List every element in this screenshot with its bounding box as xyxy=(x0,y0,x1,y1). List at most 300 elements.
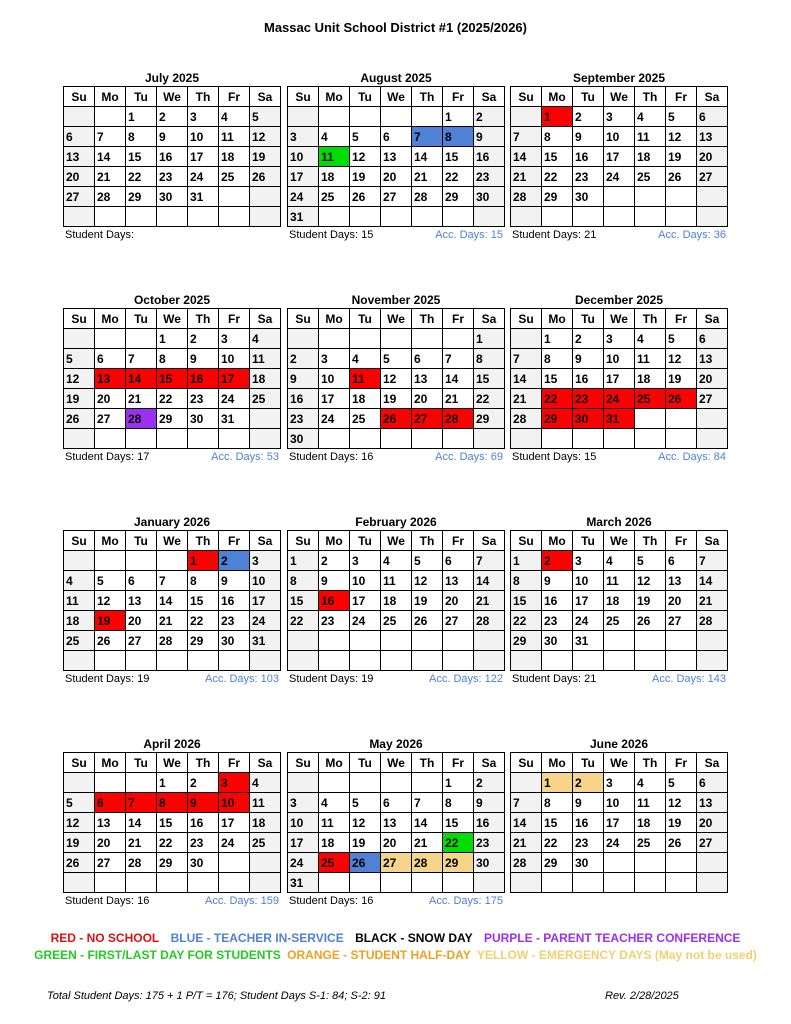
day-cell: 28 xyxy=(511,409,542,429)
day-cell: 16 xyxy=(319,591,350,611)
student-days: Student Days: 19 xyxy=(65,673,150,685)
day-cell: 10 xyxy=(604,349,635,369)
day-cell: 22 xyxy=(542,833,573,853)
day-cell: 6 xyxy=(697,107,728,127)
day-cell: 10 xyxy=(604,793,635,813)
month-calendar xyxy=(63,70,281,245)
day-cell xyxy=(250,187,281,207)
student-days: Student Days: 19 xyxy=(289,673,374,685)
day-cell: 6 xyxy=(697,329,728,349)
day-cell: 8 xyxy=(443,793,474,813)
day-cell: 13 xyxy=(126,591,157,611)
day-cell: 13 xyxy=(697,349,728,369)
week-row xyxy=(288,591,505,611)
day-cell: 4 xyxy=(350,349,381,369)
day-cell: 1 xyxy=(443,107,474,127)
day-cell: 9 xyxy=(573,127,604,147)
month-title: June 2026 xyxy=(589,737,649,751)
week-row xyxy=(288,329,505,349)
day-cell: 27 xyxy=(666,611,697,631)
day-cell: 30 xyxy=(288,429,319,449)
month-table xyxy=(510,752,728,893)
day-cell xyxy=(474,873,505,893)
day-cell: 14 xyxy=(157,591,188,611)
day-cell: 16 xyxy=(573,813,604,833)
day-cell xyxy=(697,207,728,227)
day-cell: 25 xyxy=(635,833,666,853)
day-cell: 20 xyxy=(697,813,728,833)
day-cell: 8 xyxy=(542,793,573,813)
month-stats xyxy=(510,895,728,911)
day-cell xyxy=(666,853,697,873)
day-cell: 4 xyxy=(635,107,666,127)
student-days: Student Days: 17 xyxy=(65,451,150,463)
day-cell: 9 xyxy=(188,793,219,813)
day-cell: 14 xyxy=(443,369,474,389)
day-cell xyxy=(157,651,188,671)
day-cell xyxy=(697,873,728,893)
day-cell: 2 xyxy=(288,349,319,369)
day-cell xyxy=(604,207,635,227)
day-cell: 29 xyxy=(542,853,573,873)
day-cell: 28 xyxy=(511,853,542,873)
day-cell: 9 xyxy=(288,369,319,389)
day-cell: 24 xyxy=(288,187,319,207)
day-cell: 26 xyxy=(95,631,126,651)
month-table xyxy=(510,308,728,449)
month-title: November 2025 xyxy=(351,293,441,307)
weekday-header: Th xyxy=(635,309,666,329)
weekday-header: Th xyxy=(635,753,666,773)
accumulated-days: Acc. Days: 143 xyxy=(652,673,726,685)
day-cell: 16 xyxy=(573,369,604,389)
day-cell xyxy=(219,207,250,227)
day-cell xyxy=(350,329,381,349)
weekday-header: Mo xyxy=(542,87,573,107)
day-cell xyxy=(635,651,666,671)
day-cell: 20 xyxy=(95,833,126,853)
day-cell: 11 xyxy=(381,571,412,591)
day-cell xyxy=(474,429,505,449)
week-row xyxy=(511,187,728,207)
month-stats xyxy=(287,451,505,467)
day-cell xyxy=(381,207,412,227)
day-cell xyxy=(219,429,250,449)
day-cell: 21 xyxy=(126,389,157,409)
week-row xyxy=(288,187,505,207)
week-row xyxy=(511,631,728,651)
day-cell: 24 xyxy=(604,833,635,853)
day-cell: 25 xyxy=(250,389,281,409)
month-stats xyxy=(510,229,728,245)
day-cell: 31 xyxy=(604,409,635,429)
day-cell: 29 xyxy=(157,853,188,873)
day-cell: 5 xyxy=(666,107,697,127)
week-row xyxy=(288,167,505,187)
day-cell xyxy=(666,187,697,207)
day-cell: 10 xyxy=(350,571,381,591)
weekday-header: Th xyxy=(188,87,219,107)
week-row xyxy=(511,409,728,429)
day-cell: 18 xyxy=(604,591,635,611)
day-cell: 15 xyxy=(126,147,157,167)
week-row xyxy=(288,147,505,167)
day-cell: 1 xyxy=(542,107,573,127)
day-cell: 19 xyxy=(95,611,126,631)
day-cell: 21 xyxy=(126,833,157,853)
day-cell: 4 xyxy=(635,773,666,793)
day-cell: 1 xyxy=(157,329,188,349)
day-cell xyxy=(443,631,474,651)
day-cell xyxy=(573,207,604,227)
day-cell: 6 xyxy=(412,349,443,369)
day-cell xyxy=(697,409,728,429)
day-cell xyxy=(350,207,381,227)
day-cell: 17 xyxy=(350,591,381,611)
day-cell xyxy=(126,551,157,571)
day-cell xyxy=(412,329,443,349)
day-cell xyxy=(443,207,474,227)
day-cell xyxy=(219,853,250,873)
day-cell: 29 xyxy=(443,853,474,873)
day-cell xyxy=(288,773,319,793)
week-row xyxy=(511,551,728,571)
day-cell: 29 xyxy=(542,187,573,207)
weekday-header: Su xyxy=(288,753,319,773)
week-row xyxy=(64,611,281,631)
weekday-header: Tu xyxy=(573,309,604,329)
day-cell: 5 xyxy=(95,571,126,591)
day-cell: 14 xyxy=(95,147,126,167)
day-cell: 5 xyxy=(635,551,666,571)
weekday-header: Fr xyxy=(443,531,474,551)
day-cell: 11 xyxy=(219,127,250,147)
day-cell: 25 xyxy=(635,167,666,187)
month-title: March 2026 xyxy=(586,515,652,529)
week-row xyxy=(288,409,505,429)
day-cell: 4 xyxy=(64,571,95,591)
weekday-header: Su xyxy=(64,531,95,551)
day-cell: 5 xyxy=(64,793,95,813)
day-cell: 18 xyxy=(350,389,381,409)
month-title: April 2026 xyxy=(143,737,201,751)
day-cell: 23 xyxy=(474,833,505,853)
day-cell: 7 xyxy=(511,127,542,147)
day-cell: 4 xyxy=(319,793,350,813)
day-cell xyxy=(219,187,250,207)
day-cell xyxy=(697,651,728,671)
weekday-header: Su xyxy=(288,309,319,329)
day-cell: 3 xyxy=(250,551,281,571)
weekday-header: Fr xyxy=(443,87,474,107)
day-cell: 12 xyxy=(412,571,443,591)
weekday-header: Sa xyxy=(250,531,281,551)
day-cell: 17 xyxy=(573,591,604,611)
day-cell: 27 xyxy=(381,853,412,873)
day-cell: 9 xyxy=(573,349,604,369)
day-cell: 12 xyxy=(350,147,381,167)
day-cell: 14 xyxy=(511,369,542,389)
day-cell: 28 xyxy=(126,409,157,429)
day-cell xyxy=(250,873,281,893)
day-cell: 26 xyxy=(64,853,95,873)
day-cell: 20 xyxy=(666,591,697,611)
day-cell: 24 xyxy=(604,389,635,409)
day-cell xyxy=(288,631,319,651)
day-cell: 4 xyxy=(635,329,666,349)
day-cell: 29 xyxy=(474,409,505,429)
day-cell: 8 xyxy=(542,349,573,369)
day-cell xyxy=(635,409,666,429)
week-row xyxy=(288,611,505,631)
day-cell: 8 xyxy=(157,793,188,813)
day-cell: 11 xyxy=(635,793,666,813)
week-row xyxy=(64,409,281,429)
weekday-header: Th xyxy=(188,309,219,329)
day-cell: 30 xyxy=(474,853,505,873)
day-cell: 10 xyxy=(573,571,604,591)
weekday-header: Mo xyxy=(95,309,126,329)
month-calendar xyxy=(510,292,728,467)
day-cell: 3 xyxy=(319,349,350,369)
student-days: Student Days: 21 xyxy=(512,229,597,241)
day-cell: 26 xyxy=(250,167,281,187)
day-cell xyxy=(350,107,381,127)
day-cell xyxy=(288,651,319,671)
day-cell: 26 xyxy=(635,611,666,631)
day-cell xyxy=(573,873,604,893)
day-cell xyxy=(95,773,126,793)
day-cell: 18 xyxy=(250,813,281,833)
day-cell: 24 xyxy=(573,611,604,631)
day-cell: 31 xyxy=(288,873,319,893)
month-table xyxy=(63,308,281,449)
day-cell: 1 xyxy=(542,773,573,793)
day-cell: 6 xyxy=(64,127,95,147)
day-cell: 20 xyxy=(381,833,412,853)
week-row xyxy=(511,873,728,893)
weekday-header: Mo xyxy=(319,531,350,551)
week-row xyxy=(511,813,728,833)
day-cell xyxy=(350,651,381,671)
day-cell: 18 xyxy=(250,369,281,389)
day-cell: 22 xyxy=(542,389,573,409)
day-cell: 13 xyxy=(412,369,443,389)
week-row xyxy=(511,591,728,611)
weekday-header: Sa xyxy=(697,309,728,329)
day-cell: 26 xyxy=(381,409,412,429)
day-cell xyxy=(126,207,157,227)
day-cell: 15 xyxy=(188,591,219,611)
week-row xyxy=(511,571,728,591)
legend-red: RED - NO SCHOOL xyxy=(50,931,160,945)
day-cell: 21 xyxy=(697,591,728,611)
legend-blue: BLUE - TEACHER IN-SERVICE xyxy=(170,931,344,945)
day-cell: 6 xyxy=(666,551,697,571)
day-cell: 10 xyxy=(288,147,319,167)
month-title: October 2025 xyxy=(133,293,211,307)
day-cell xyxy=(542,873,573,893)
day-cell: 28 xyxy=(474,611,505,631)
day-cell xyxy=(319,873,350,893)
day-cell: 7 xyxy=(511,793,542,813)
week-row xyxy=(64,551,281,571)
weekday-header: Th xyxy=(412,531,443,551)
day-cell xyxy=(635,853,666,873)
day-cell: 4 xyxy=(381,551,412,571)
day-cell xyxy=(126,651,157,671)
month-stats xyxy=(63,895,281,911)
month-calendar xyxy=(63,514,281,689)
day-cell: 9 xyxy=(542,571,573,591)
day-cell: 19 xyxy=(350,167,381,187)
day-cell: 8 xyxy=(443,127,474,147)
weekday-header: Th xyxy=(635,87,666,107)
day-cell xyxy=(604,873,635,893)
day-cell xyxy=(157,429,188,449)
day-cell xyxy=(381,329,412,349)
footer-totals: Total Student Days: 175 + 1 P/T = 176; Student Days S-1: 84; S-2: 91 xyxy=(47,990,386,1002)
weekday-header: Sa xyxy=(250,87,281,107)
legend-yellow: YELLOW - EMERGENCY DAYS (May not be used) xyxy=(476,948,757,962)
day-cell: 15 xyxy=(542,147,573,167)
day-cell: 25 xyxy=(64,631,95,651)
month-table xyxy=(63,530,281,671)
day-cell xyxy=(511,773,542,793)
day-cell: 30 xyxy=(573,187,604,207)
day-cell xyxy=(604,187,635,207)
legend-black: BLACK - SNOW DAY xyxy=(355,931,473,945)
day-cell: 24 xyxy=(250,611,281,631)
week-row xyxy=(511,127,728,147)
day-cell: 12 xyxy=(635,571,666,591)
day-cell xyxy=(412,631,443,651)
day-cell: 13 xyxy=(381,813,412,833)
day-cell: 12 xyxy=(350,813,381,833)
day-cell: 21 xyxy=(511,389,542,409)
week-row xyxy=(511,793,728,813)
week-row xyxy=(64,853,281,873)
day-cell: 15 xyxy=(511,591,542,611)
week-row xyxy=(64,187,281,207)
day-cell: 29 xyxy=(157,409,188,429)
day-cell: 16 xyxy=(474,147,505,167)
weekday-header: Su xyxy=(511,753,542,773)
day-cell xyxy=(443,329,474,349)
day-cell: 4 xyxy=(250,329,281,349)
day-cell: 14 xyxy=(511,813,542,833)
day-cell: 23 xyxy=(157,167,188,187)
day-cell: 11 xyxy=(319,147,350,167)
day-cell: 7 xyxy=(697,551,728,571)
day-cell: 7 xyxy=(412,127,443,147)
day-cell: 9 xyxy=(188,349,219,369)
day-cell: 23 xyxy=(542,611,573,631)
month-table xyxy=(63,752,281,893)
day-cell: 19 xyxy=(350,833,381,853)
weekday-header: Su xyxy=(64,309,95,329)
week-row xyxy=(288,127,505,147)
weekday-header: We xyxy=(604,753,635,773)
week-row xyxy=(288,833,505,853)
day-cell xyxy=(697,853,728,873)
day-cell: 24 xyxy=(219,389,250,409)
day-cell xyxy=(126,873,157,893)
day-cell xyxy=(412,651,443,671)
day-cell xyxy=(511,873,542,893)
day-cell: 20 xyxy=(95,389,126,409)
day-cell: 2 xyxy=(573,773,604,793)
day-cell: 7 xyxy=(157,571,188,591)
weekday-header: Fr xyxy=(219,531,250,551)
day-cell xyxy=(319,107,350,127)
day-cell: 30 xyxy=(542,631,573,651)
weekday-header: Su xyxy=(511,87,542,107)
day-cell xyxy=(95,329,126,349)
day-cell: 1 xyxy=(511,551,542,571)
day-cell: 11 xyxy=(250,793,281,813)
day-cell xyxy=(288,107,319,127)
day-cell xyxy=(666,631,697,651)
day-cell xyxy=(64,551,95,571)
day-cell xyxy=(542,651,573,671)
weekday-header: Mo xyxy=(319,753,350,773)
month-calendar xyxy=(510,514,728,689)
day-cell: 11 xyxy=(635,349,666,369)
day-cell xyxy=(126,773,157,793)
day-cell: 23 xyxy=(474,167,505,187)
day-cell: 8 xyxy=(188,571,219,591)
day-cell: 23 xyxy=(573,167,604,187)
week-row xyxy=(64,207,281,227)
week-row xyxy=(288,571,505,591)
day-cell: 7 xyxy=(511,349,542,369)
footer-revision: Rev. 2/28/2025 xyxy=(605,990,679,1002)
day-cell: 19 xyxy=(381,389,412,409)
day-cell xyxy=(95,107,126,127)
day-cell: 6 xyxy=(443,551,474,571)
day-cell: 15 xyxy=(157,369,188,389)
day-cell: 24 xyxy=(288,853,319,873)
weekday-header: Tu xyxy=(350,531,381,551)
day-cell: 20 xyxy=(443,591,474,611)
day-cell: 18 xyxy=(319,833,350,853)
day-cell: 17 xyxy=(604,147,635,167)
day-cell xyxy=(573,651,604,671)
day-cell: 25 xyxy=(319,187,350,207)
week-row xyxy=(64,329,281,349)
day-cell: 22 xyxy=(443,833,474,853)
day-cell: 1 xyxy=(157,773,188,793)
weekday-header: Tu xyxy=(573,87,604,107)
month-table xyxy=(63,86,281,227)
weekday-header: Fr xyxy=(219,309,250,329)
day-cell: 17 xyxy=(219,813,250,833)
weekday-header: Sa xyxy=(697,753,728,773)
day-cell xyxy=(635,187,666,207)
day-cell: 16 xyxy=(219,591,250,611)
day-cell: 7 xyxy=(443,349,474,369)
day-cell: 28 xyxy=(511,187,542,207)
legend-row-2 xyxy=(0,948,791,962)
weekday-header: We xyxy=(381,531,412,551)
day-cell: 5 xyxy=(666,329,697,349)
weekday-header: Th xyxy=(188,753,219,773)
day-cell: 23 xyxy=(573,833,604,853)
day-cell xyxy=(604,853,635,873)
weekday-header: Sa xyxy=(474,87,505,107)
day-cell: 14 xyxy=(412,813,443,833)
